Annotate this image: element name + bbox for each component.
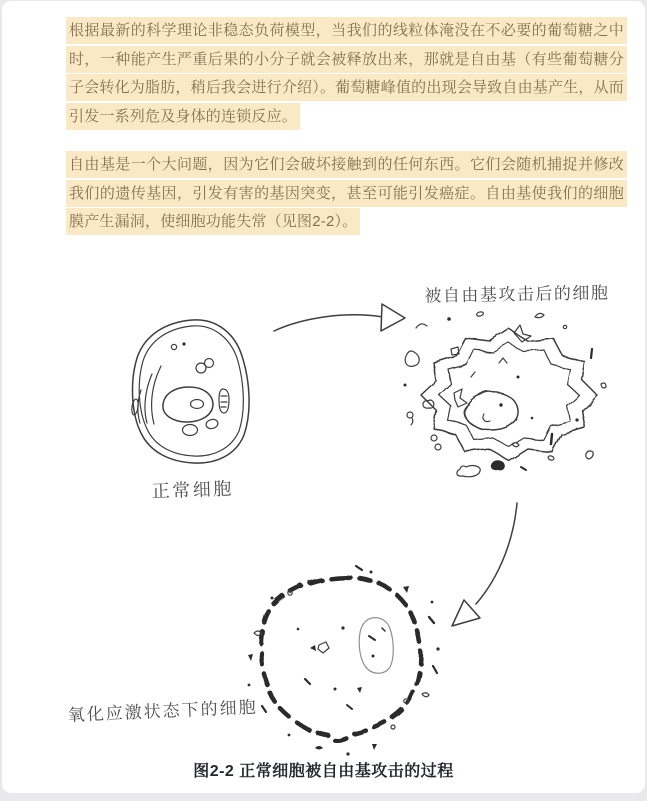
attacked-cell-drawing <box>421 329 597 461</box>
figure-caption: 图2-2 正常细胞被自由基攻击的过程 <box>193 762 454 780</box>
stressed-cell-label: 氧化应激状态下的细胞 <box>67 697 258 725</box>
damaged-nucleus <box>465 391 517 429</box>
arrow-attacked-to-stressed <box>452 503 517 626</box>
text-block <box>2 1 645 237</box>
cell-attack-illustration <box>2 257 645 757</box>
paragraph <box>66 17 627 131</box>
nucleus <box>163 387 213 422</box>
attacked-cell-label: 被自由基攻击后的细胞 <box>424 282 610 306</box>
arrowhead <box>381 304 405 331</box>
normal-cell-label: 正常细胞 <box>151 478 235 501</box>
nucleolus <box>191 399 204 408</box>
paragraph <box>66 151 627 237</box>
arrow-normal-to-attacked <box>274 304 405 331</box>
stressed-cell-drawing <box>248 566 440 756</box>
figure-2-2 <box>2 257 645 789</box>
highlighted-text[interactable]: 根据最新的科学理论非稳态负荷模型，当我们的线粒体淹没在不必要的葡萄糖之中时，一种能产生严重后果的小分子就会被释放出来，那就是自由基（有些葡萄糖分子会转化为脂肪，稍后我会进行介绍）。葡萄糖峰值的出现会导致自由基产生，从而引发一系列危及身体的连锁反应。 <box>66 17 627 130</box>
ghost-nucleus <box>359 617 393 673</box>
highlighted-text[interactable]: 自由基是一个大问题，因为它们会破坏接触到的任何东西。它们会随机捕捉并修改我们的遗传基因，引发有害的基因突变，甚至可能引发癌症。自由基使我们的细胞膜产生漏洞，使细胞功能失常（见图2-2）。 <box>66 151 627 235</box>
normal-cell-drawing <box>131 319 249 462</box>
reader-page <box>2 1 645 793</box>
